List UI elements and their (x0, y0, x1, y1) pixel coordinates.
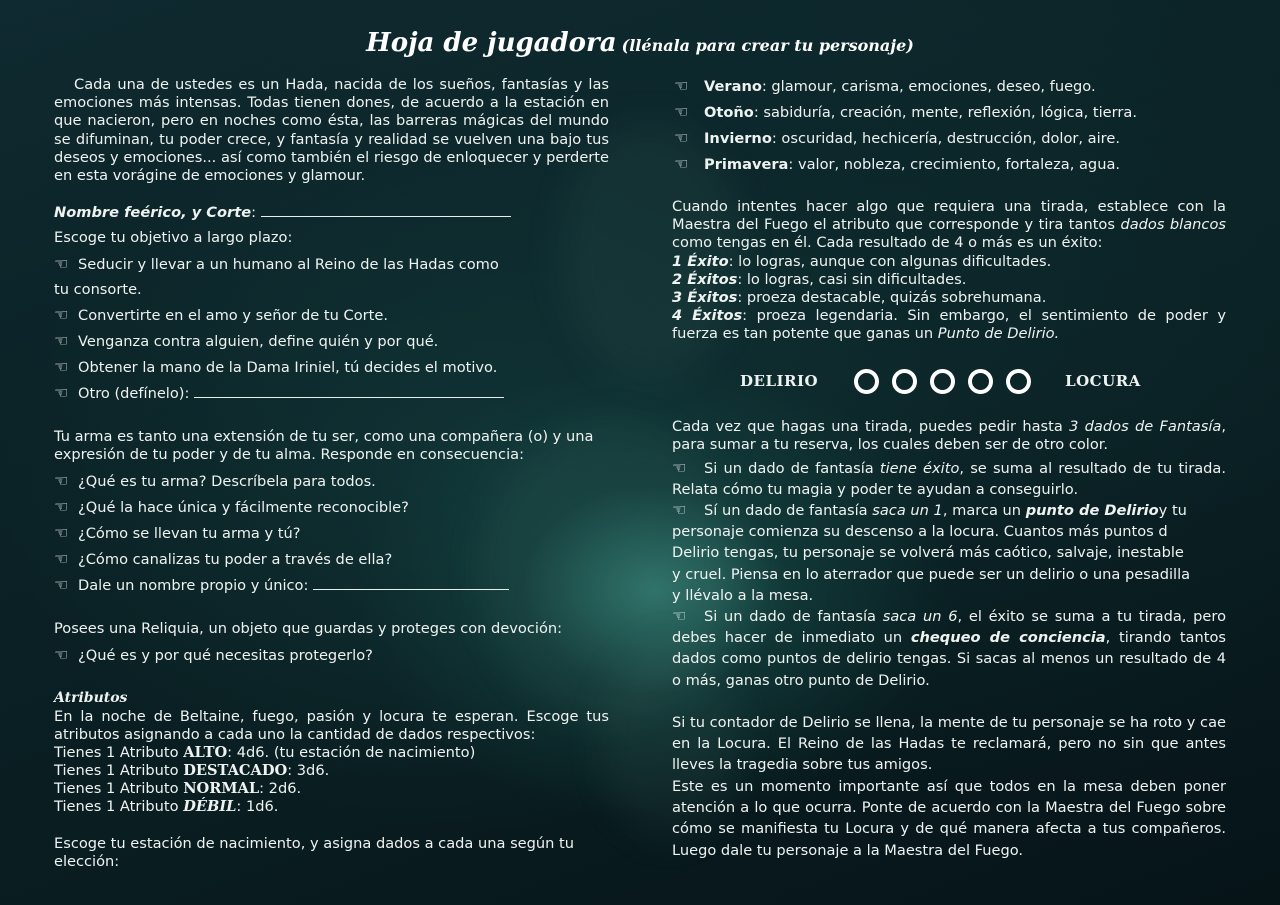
result-label: 4 Éxitos (672, 307, 743, 325)
weapon-name-line[interactable] (313, 576, 509, 590)
attribute-name: DESTACADO (183, 762, 288, 779)
title-main: Hoja de jugadora (366, 28, 617, 58)
fantasy-text: Cada vez que hagas una tirada, puedes pedir hasta (672, 418, 1070, 435)
rule-text: , el éxito se suma a tu tirada, pero debes hacer de inmediato un (672, 608, 1226, 647)
rule-strong: punto de Delirio (1025, 502, 1159, 519)
attribute-line (54, 780, 301, 798)
goal-text: Convertirte en el amo y señor de tu Corte. (78, 307, 388, 324)
delirium-circle[interactable] (930, 369, 955, 394)
pointing-hand-icon: ☜ (674, 102, 689, 121)
roll-emphasis: dados blancos (1120, 216, 1226, 234)
attributes-heading: Atributos (54, 690, 128, 706)
relic-question-text: ¿Qué es y por qué necesitas protegerlo? (78, 647, 373, 664)
other-goal-line[interactable] (194, 384, 504, 398)
madness-paragraph-2: Este es un momento importante así que todos en la mesa deben poner atención a lo que ocurra. Ponte de acuerdo con la Maestra del Fuego sobre cómo se manifiesta tu Locura y de qué manera afecta a tus compañeros. Luego dale tu personaje a la Maestra del Fuego. (672, 778, 1226, 859)
rule-strong: chequeo de conciencia (910, 629, 1106, 647)
season-desc: : glamour, carisma, emociones, deseo, fuego. (761, 78, 1096, 95)
attribute-line (54, 798, 278, 816)
name-field-label: Nombre feérico, y Corte (54, 204, 252, 221)
fantasy-rule-one (672, 499, 1192, 606)
goal-prompt: Escoge tu objetivo a largo plazo: (54, 229, 293, 246)
fantasy-dice-intro (672, 418, 1226, 454)
rule-text: y tu personaje comienza su descenso a la locura. Cuantos más puntos d Delirio tengas, tu personaje se volverá más caótico, salvaje, inestable y cruel. Piensa en lo aterrador que puede ser un delirio o una pesadilla y llévalo a la mesa. (672, 502, 1191, 604)
attribute-name: DÉBIL (183, 798, 237, 815)
rule-emphasis: saca un 6 (882, 608, 958, 625)
pointing-hand-icon: ☜ (54, 523, 69, 542)
attribute-dice: : 1d6. (236, 798, 279, 815)
rule-emphasis: tiene éxito (879, 460, 960, 477)
attributes-intro: En la noche de Beltaine, fuego, pasión y locura te esperan. Escoge tus atributos asignando a cada uno la cantidad de dados respectivos: (54, 708, 609, 744)
attribute-dice: : 4d6. (tu estación de nacimiento) (227, 744, 476, 761)
season-desc: : sabiduría, creación, mente, reflexión, lógica, tierra. (753, 104, 1137, 121)
roll-text: como tengas en él. Cada resultado de 4 o más es un éxito: (672, 234, 1103, 252)
attribute-dice: : 3d6. (287, 762, 330, 779)
rule-text: Sí un dado de fantasía (704, 502, 873, 519)
rule-text: , marca un (942, 502, 1026, 519)
goal-item-other (54, 384, 504, 403)
name-field-colon: : (251, 204, 261, 221)
goal-item (54, 332, 438, 351)
weapon-question-text: ¿Cómo canalizas tu poder a través de ella? (78, 551, 393, 568)
weapon-question-text: ¿Qué la hace única y fácilmente reconocible? (78, 499, 409, 516)
result-label: 3 Éxitos (672, 289, 738, 307)
season-desc: : valor, nobleza, crecimiento, fortaleza, agua. (788, 156, 1121, 173)
pointing-hand-icon: ☜ (674, 154, 689, 173)
delirium-tracker (740, 366, 1160, 396)
weapon-intro: Tu arma es tanto una extensión de tu ser, como una compañera (o) y una expresión de tu poder y de tu alma. Responde en consecuencia: (54, 428, 594, 464)
delirium-circle[interactable] (1006, 369, 1031, 394)
title-subtitle: (llénala para crear tu personaje) (621, 36, 914, 55)
attribute-prefix: Tienes 1 Atributo (54, 762, 184, 779)
season-prompt: Escoge tu estación de nacimiento, y asigna dados a cada una según tu elección: (54, 835, 575, 871)
attribute-line (54, 762, 329, 780)
rule-text: , se suma al resultado de tu tirada. Relata cómo tu magia y poder te ayudan a conseguirlo. (672, 460, 1227, 499)
pointing-hand-icon: ☜ (672, 606, 687, 625)
goal-text: Obtener la mano de la Dama Iriniel, tú decides el motivo. (78, 359, 498, 376)
name-field-line[interactable] (261, 203, 511, 217)
attribute-line (54, 744, 475, 762)
season-item (674, 129, 1120, 148)
result-text: : lo logras, casi sin dificultades. (737, 270, 967, 288)
weapon-question-text: ¿Cómo se llevan tu arma y tú? (78, 525, 301, 542)
result-emphasis: Punto de Delirio. (937, 325, 1060, 343)
pointing-hand-icon: ☜ (54, 497, 69, 516)
pointing-hand-icon: ☜ (54, 575, 69, 594)
weapon-question (54, 524, 301, 543)
page-title (0, 28, 1280, 58)
relic-intro: Posees una Reliquia, un objeto que guardas y proteges con devoción: (54, 620, 563, 637)
pointing-hand-icon: ☜ (672, 500, 687, 519)
season-name: Primavera (704, 156, 789, 173)
goal-text: Otro (defínelo): (78, 385, 190, 402)
pointing-hand-icon: ☜ (54, 549, 69, 568)
goal-text: Seducir y llevar a un humano al Reino de las Hadas como (78, 256, 499, 273)
attribute-name: ALTO (183, 744, 228, 761)
delirium-circle[interactable] (854, 369, 879, 394)
season-desc: : oscuridad, hechicería, destrucción, dolor, aire. (771, 130, 1120, 147)
pointing-hand-icon: ☜ (54, 305, 69, 324)
madness-paragraph: Si tu contador de Delirio se llena, la mente de tu personaje se ha roto y cae en la Locura. El Reino de las Hadas te reclamará, pero no sin que antes lleves la tragedia sobre tus amigos. (672, 714, 1226, 774)
pointing-hand-icon: ☜ (54, 331, 69, 350)
attribute-dice: : 2d6. (259, 780, 302, 797)
weapon-question-text: ¿Qué es tu arma? Descríbela para todos. (78, 473, 376, 490)
pointing-hand-icon: ☜ (54, 645, 69, 664)
goal-item (54, 255, 499, 274)
result-text: : proeza legendaria. Sin embargo, el sentimiento de poder y fuerza es tan potente que ganas un (672, 307, 1226, 343)
goal-item-continued: tu consorte. (54, 281, 142, 298)
fantasy-rule-success (672, 457, 1226, 500)
goal-item (54, 358, 497, 377)
pointing-hand-icon: ☜ (54, 471, 69, 490)
delirium-boxes (854, 369, 1031, 394)
season-item (674, 103, 1137, 122)
pointing-hand-icon: ☜ (54, 357, 69, 376)
roll-rules (672, 198, 1226, 344)
result-text: : lo logras, aunque con algunas dificultades. (728, 252, 1052, 270)
result-label: 2 Éxitos (672, 270, 738, 288)
relic-question (54, 646, 373, 665)
rule-text: Si un dado de fantasía (704, 460, 880, 477)
pointing-hand-icon: ☜ (674, 128, 689, 147)
season-name: Invierno (704, 130, 772, 147)
result-label: 1 Éxito (672, 252, 729, 270)
weapon-question (54, 498, 409, 517)
rule-text: , tirando tantos dados como puntos de delirio tengas. Si sacas al menos un resultado de 4 o más, ganas otro punto de Delirio. (672, 629, 1227, 689)
pointing-hand-icon: ☜ (674, 76, 689, 95)
season-item (674, 77, 1096, 96)
season-item (674, 155, 1120, 174)
madness-label: LOCURA (1065, 372, 1141, 390)
weapon-question (54, 576, 509, 595)
attribute-name: NORMAL (183, 780, 260, 797)
rule-emphasis: saca un 1 (872, 502, 943, 519)
weapon-question (54, 550, 392, 569)
goal-text: Venganza contra alguien, define quién y por qué. (78, 333, 439, 350)
goal-item (54, 306, 388, 325)
fantasy-text: , para sumar a tu reserva, los cuales deben ser de otro color. (672, 418, 1226, 454)
pointing-hand-icon: ☜ (672, 458, 687, 477)
weapon-question (54, 472, 376, 491)
roll-text: Cuando intentes hacer algo que requiera una tirada, establece con la Maestra del Fuego el atributo que corresponde y tira tantos (672, 198, 1226, 234)
attribute-prefix: Tienes 1 Atributo (54, 780, 184, 797)
fantasy-rule-six (672, 605, 1226, 691)
delirium-label: DELIRIO (740, 372, 819, 390)
name-field-row (54, 203, 511, 222)
pointing-hand-icon: ☜ (54, 383, 69, 402)
season-name: Verano (704, 78, 762, 95)
attribute-prefix: Tienes 1 Atributo (54, 798, 184, 815)
rule-text: Si un dado de fantasía (704, 608, 883, 625)
weapon-question-text: Dale un nombre propio y único: (78, 577, 309, 594)
delirium-circle[interactable] (968, 369, 993, 394)
pointing-hand-icon: ☜ (54, 254, 69, 273)
season-name: Otoño (704, 104, 754, 121)
result-text: : proeza destacable, quizás sobrehumana. (737, 289, 1047, 307)
attribute-prefix: Tienes 1 Atributo (54, 744, 184, 761)
fantasy-emphasis: 3 dados de Fantasía (1069, 418, 1222, 435)
intro-paragraph: Cada una de ustedes es un Hada, nacida de los sueños, fantasías y las emociones más intensas. Todas tienen dones, de acuerdo a la estación en que nacieron, pero en noches como ésta, las barreras mágicas del mundo se difuminan, tu poder crece, y fantasía y realidad se vuelven una bajo tus deseos y emociones... así como también el riesgo de enloquecer y perderte en esta vorágine de emociones y glamour. (54, 76, 609, 185)
delirium-circle[interactable] (892, 369, 917, 394)
